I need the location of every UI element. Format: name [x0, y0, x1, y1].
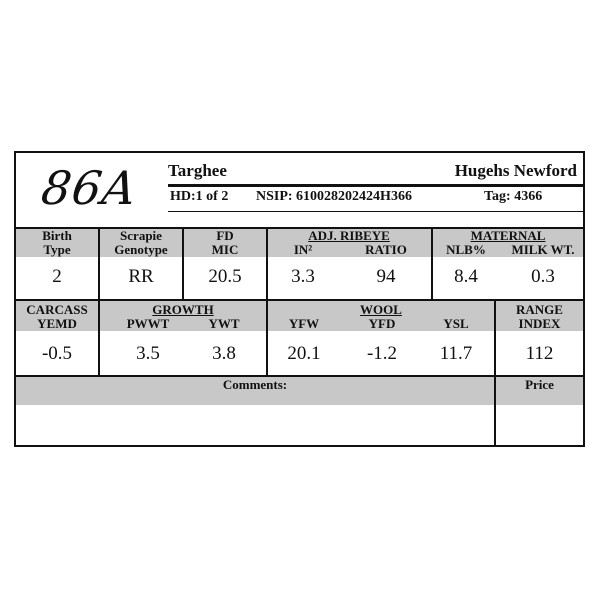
yfw-label: YFW — [288, 316, 320, 331]
range-index-value: 112 — [525, 343, 554, 364]
milk-wt-value: 0.3 — [531, 266, 555, 287]
sale-card — [14, 151, 585, 447]
fd-mic-label: FD MIC — [211, 228, 239, 257]
pwwt-label: PWWT — [126, 316, 170, 331]
carcass-label: CARCASS YEMD — [26, 302, 88, 331]
ysl-label: YSL — [443, 316, 469, 331]
header-rule-thin — [168, 211, 584, 212]
header-rule-thick — [168, 184, 584, 187]
growth-label: GROWTH — [152, 302, 214, 317]
ribeye-in2-label: IN² — [293, 242, 313, 257]
birth-type-value: 2 — [52, 266, 62, 287]
nlb-label: NLB% — [446, 242, 486, 257]
maternal-label: MATERNAL — [470, 228, 546, 243]
yfd-value: -1.2 — [366, 343, 398, 364]
nlb-value: 8.4 — [454, 266, 478, 287]
comments-label: Comments: — [222, 377, 288, 392]
birth-type-label: Birth Type — [42, 228, 72, 257]
ribeye-ratio-label: RATIO — [365, 242, 407, 257]
adj-ribeye-label: ADJ. RIBEYE — [308, 228, 390, 243]
carcass-value: -0.5 — [41, 343, 73, 364]
ribeye-in2-value: 3.3 — [291, 266, 315, 287]
pwwt-value: 3.5 — [136, 343, 160, 364]
milk-wt-label: MILK WT. — [511, 242, 575, 257]
fd-mic-value: 20.5 — [208, 266, 242, 287]
owner-name: Hugehs Newford — [454, 161, 577, 180]
nsip-id: NSIP: 610028202424H366 — [256, 189, 412, 204]
scrapie-label: Scrapie Genotype — [114, 228, 168, 257]
breed-name: Targhee — [168, 161, 227, 180]
ywt-label: YWT — [208, 316, 240, 331]
tag-number: Tag: 4366 — [484, 189, 543, 204]
ribeye-ratio-value: 94 — [376, 266, 396, 287]
ywt-value: 3.8 — [212, 343, 236, 364]
yfd-label: YFD — [368, 316, 396, 331]
yfw-value: 20.1 — [287, 343, 321, 364]
lot-number: 86A — [38, 161, 141, 215]
price-label: Price — [525, 377, 554, 392]
hd-info: HD:1 of 2 — [170, 189, 229, 204]
range-index-label: RANGE INDEX — [516, 302, 563, 331]
ysl-value: 11.7 — [439, 343, 473, 364]
scrapie-value: RR — [128, 266, 154, 287]
wool-label: WOOL — [360, 302, 402, 317]
